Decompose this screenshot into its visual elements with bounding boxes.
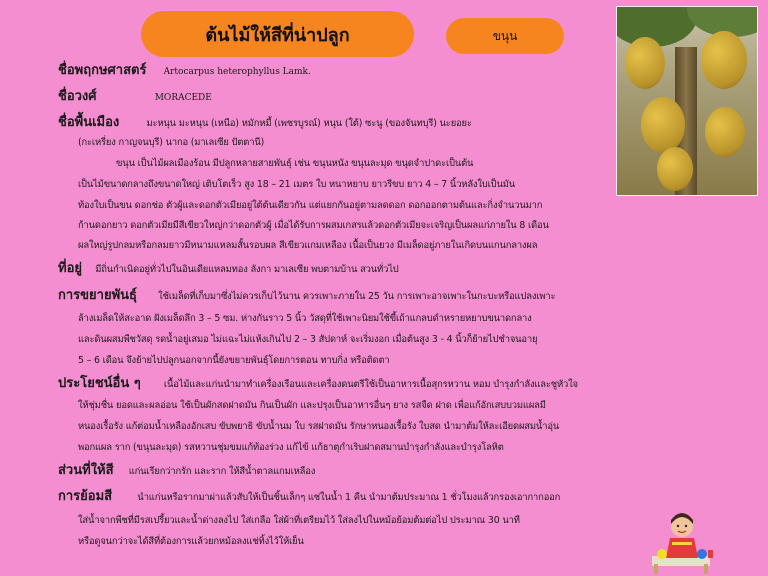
dyeing-row — [58, 491, 560, 504]
dye-part-value: แก่นเรียกว่ากรัก และราก ให้สีน้ำตาลแกมเหลือง — [128, 466, 316, 477]
local-name-line-2: (กะเหรี่ยง กาญจนบุรี) นากอ (มาเลเซีย ปัตตานี) — [78, 137, 265, 148]
benefits-line-3: หนองเรื้อรัง แก้ต่อมน้ำเหลืองอักเสบ ขับพยาธิ ขับน้ำนม ใบ รสฝาดมัน รักษาหนองเรื้อรัง ใบสด นำมาต้มให้ละเอียดผสมน้ำอุ่น — [78, 421, 560, 432]
dye-part-row — [58, 465, 315, 478]
local-name-label: ชื่อพื้นเมือง — [58, 115, 120, 130]
scientific-name-label: ชื่อพฤกษศาสตร์ — [58, 63, 147, 78]
propagation-line-1: ใช้เมล็ดที่เก็บมาซึ่งไม่ควรเก็บไว้นาน ควรเพาะภายใน 25 วัน การเพาะอาจเพาะในกะบะหรือแปลงเพาะ — [158, 291, 556, 302]
description-line-4: ก้านดอกยาว ดอกตัวเมียมีสีเขียวใหญ่กว่าดอกตัวผู้ เมื่อได้รับการผสมเกสรแล้วดอกตัวเมียจะเจริญเป็นผลแก่ภายใน 8 เดือน — [78, 220, 549, 231]
description-line-1: ขนุน เป็นไม้ผลเมืองร้อน มีปลูกหลายสายพันธุ์ เช่น ขนุนหนัง ขนุนละมุด ขนุดจำปาดะเป็นต้น — [116, 158, 474, 169]
benefits-line-1: เนื้อไม้และแก่นนำมาทำเครื่องเรือนและเครื่องดนตรีใช้เป็นอาหารเนื้อสุกรหวาน หอม บำรุงกำลังและชูหัวใจ — [163, 379, 578, 390]
benefits-label: ประโยชน์อื่น ๆ — [58, 376, 141, 391]
description-line-2: เป็นไม้ขนาดกลางถึงขนาดใหญ่ เติบโตเร็ว สูง 18 – 21 เมตร ใบ หนาหยาบ ยาวรีขบ ยาว 4 – 7 นิ้วหลังใบเป็นมัน — [78, 179, 515, 190]
propagation-line-2: ล้างเมล็ดให้สะอาด ฝังเมล็ดลึก 3 – 5 ซม. ห่างกันราว 5 นิ้ว วัสดุที่ใช้เพาะนิยมใช้ขี้เถ้าแกลบดำหรายหยาบขนาดกลาง — [78, 313, 532, 324]
plant-name: ขนุน — [492, 28, 518, 43]
propagation-row — [58, 290, 555, 303]
dye-part-label: ส่วนที่ให้สี — [58, 463, 114, 478]
description-line-5: ผลใหญ่รูปกลมหรือกลมยาวมีหนามแหลมสั้นรอบผล สีเขียวแกมเหลือง เนื้อเป็นยวง มีเมล็ดอยู่ภายในเกิดบนแกนกลางผล — [78, 240, 538, 251]
dyeing-line-1: นำแก่นหรือรากมาผ่าแล้วสับให้เป็นชิ้นเล็กๆ แช่ในน้ำ 1 คืน นำมาต้มประมาณ 1 ชั่วโมงแล้วกรองเอากากออก — [137, 492, 561, 503]
description-line-3: ท้องใบเป็นขน ดอกช่อ ตัวผู้และดอกตัวเมียอยู่ใต้ต้นเดียวกัน แต่แยกกันอยู่ตามลดดอก ดอกออกตามต้นและกิ่งจำนวนมาก — [78, 200, 543, 211]
scientific-name-row — [58, 65, 311, 78]
propagation-label: การขยายพันธุ์ — [58, 288, 137, 303]
child-cartoon-icon — [646, 512, 718, 574]
dyeing-line-3: หรือดูจนกว่าจะได้สีที่ต้องการแล้วยกหม้อลงแช่ทิ้งไว้ให้เย็น — [78, 536, 304, 547]
habitat-value: มีถิ่นกำเนิดอยู่ทั่วไปในอินเดียแหลมทอง ลังกา มาเลเซีย พบตามบ้าน สวนทั่วไป — [95, 264, 399, 275]
propagation-line-3: และดินผสมพืชวัสดุ รดน้ำอยู่เสมอ ไม่แฉะไม่แห้งเกินไป 2 – 3 สัปดาห์ จะเริ่มงอก เมื่อต้นสูง 3 - 4 นิ้วก็ย้ายไปชำจนอายุ — [78, 334, 538, 345]
propagation-line-4: 5 – 6 เดือน จึงย้ายไปปลูกนอกจากนี้ยังขยายพันธุ์โดยการตอน ทาบกิ่ง หรือติดตา — [78, 355, 390, 366]
benefits-line-2: ให้ชุ่มชื่น ยอดและผลอ่อน ใช้เป็นผักสดฝาดมัน กินเป็นผัก และปรุงเป็นอาหารอื่นๆ ยาง รสจืด ฝาด เพื่อแก้อักเสบบวมแผลมี — [78, 400, 546, 411]
local-name-row — [58, 117, 472, 130]
benefits-line-4: พอกแผล ราก (ขนุนละมุด) รสหวานชุ่มขมแก้ท้องร่วง แก้ไข้ แก้ธาตุกำเริบฝาดสมานบำรุงกำลังและบำรุงโลหิต — [78, 442, 504, 453]
family-value: MORACEDE — [154, 93, 212, 103]
habitat-row — [58, 263, 399, 276]
family-row — [58, 91, 212, 104]
scientific-name-value: Artocarpus heterophyllus Lamk. — [163, 67, 311, 77]
dyeing-label: การย้อมสี — [58, 489, 113, 504]
benefits-row — [58, 378, 578, 391]
family-label: ชื่อวงศ์ — [58, 89, 97, 104]
habitat-label: ที่อยู่ — [58, 261, 82, 276]
page-title: ต้นไม้ให้สีที่น่าปลูก — [205, 24, 350, 46]
local-name-line-1: มะหนุน มะหนุน (เหนือ) หมักหมี้ (เพชรบูรณ์) หนุน (ใต้) ซะนู (ของจันทบุรี) นะยอยะ — [146, 118, 472, 129]
dyeing-line-2: ใส่น้ำจากพืชที่มีรสเปรี้ยวและน้ำด่างลงไป ใส่เกลือ ใส่ผ้าที่เตรียมไว้ ใส่ลงไปในหม้อย้อมต้มต่อไป ประมาณ 30 นาที — [78, 515, 520, 526]
